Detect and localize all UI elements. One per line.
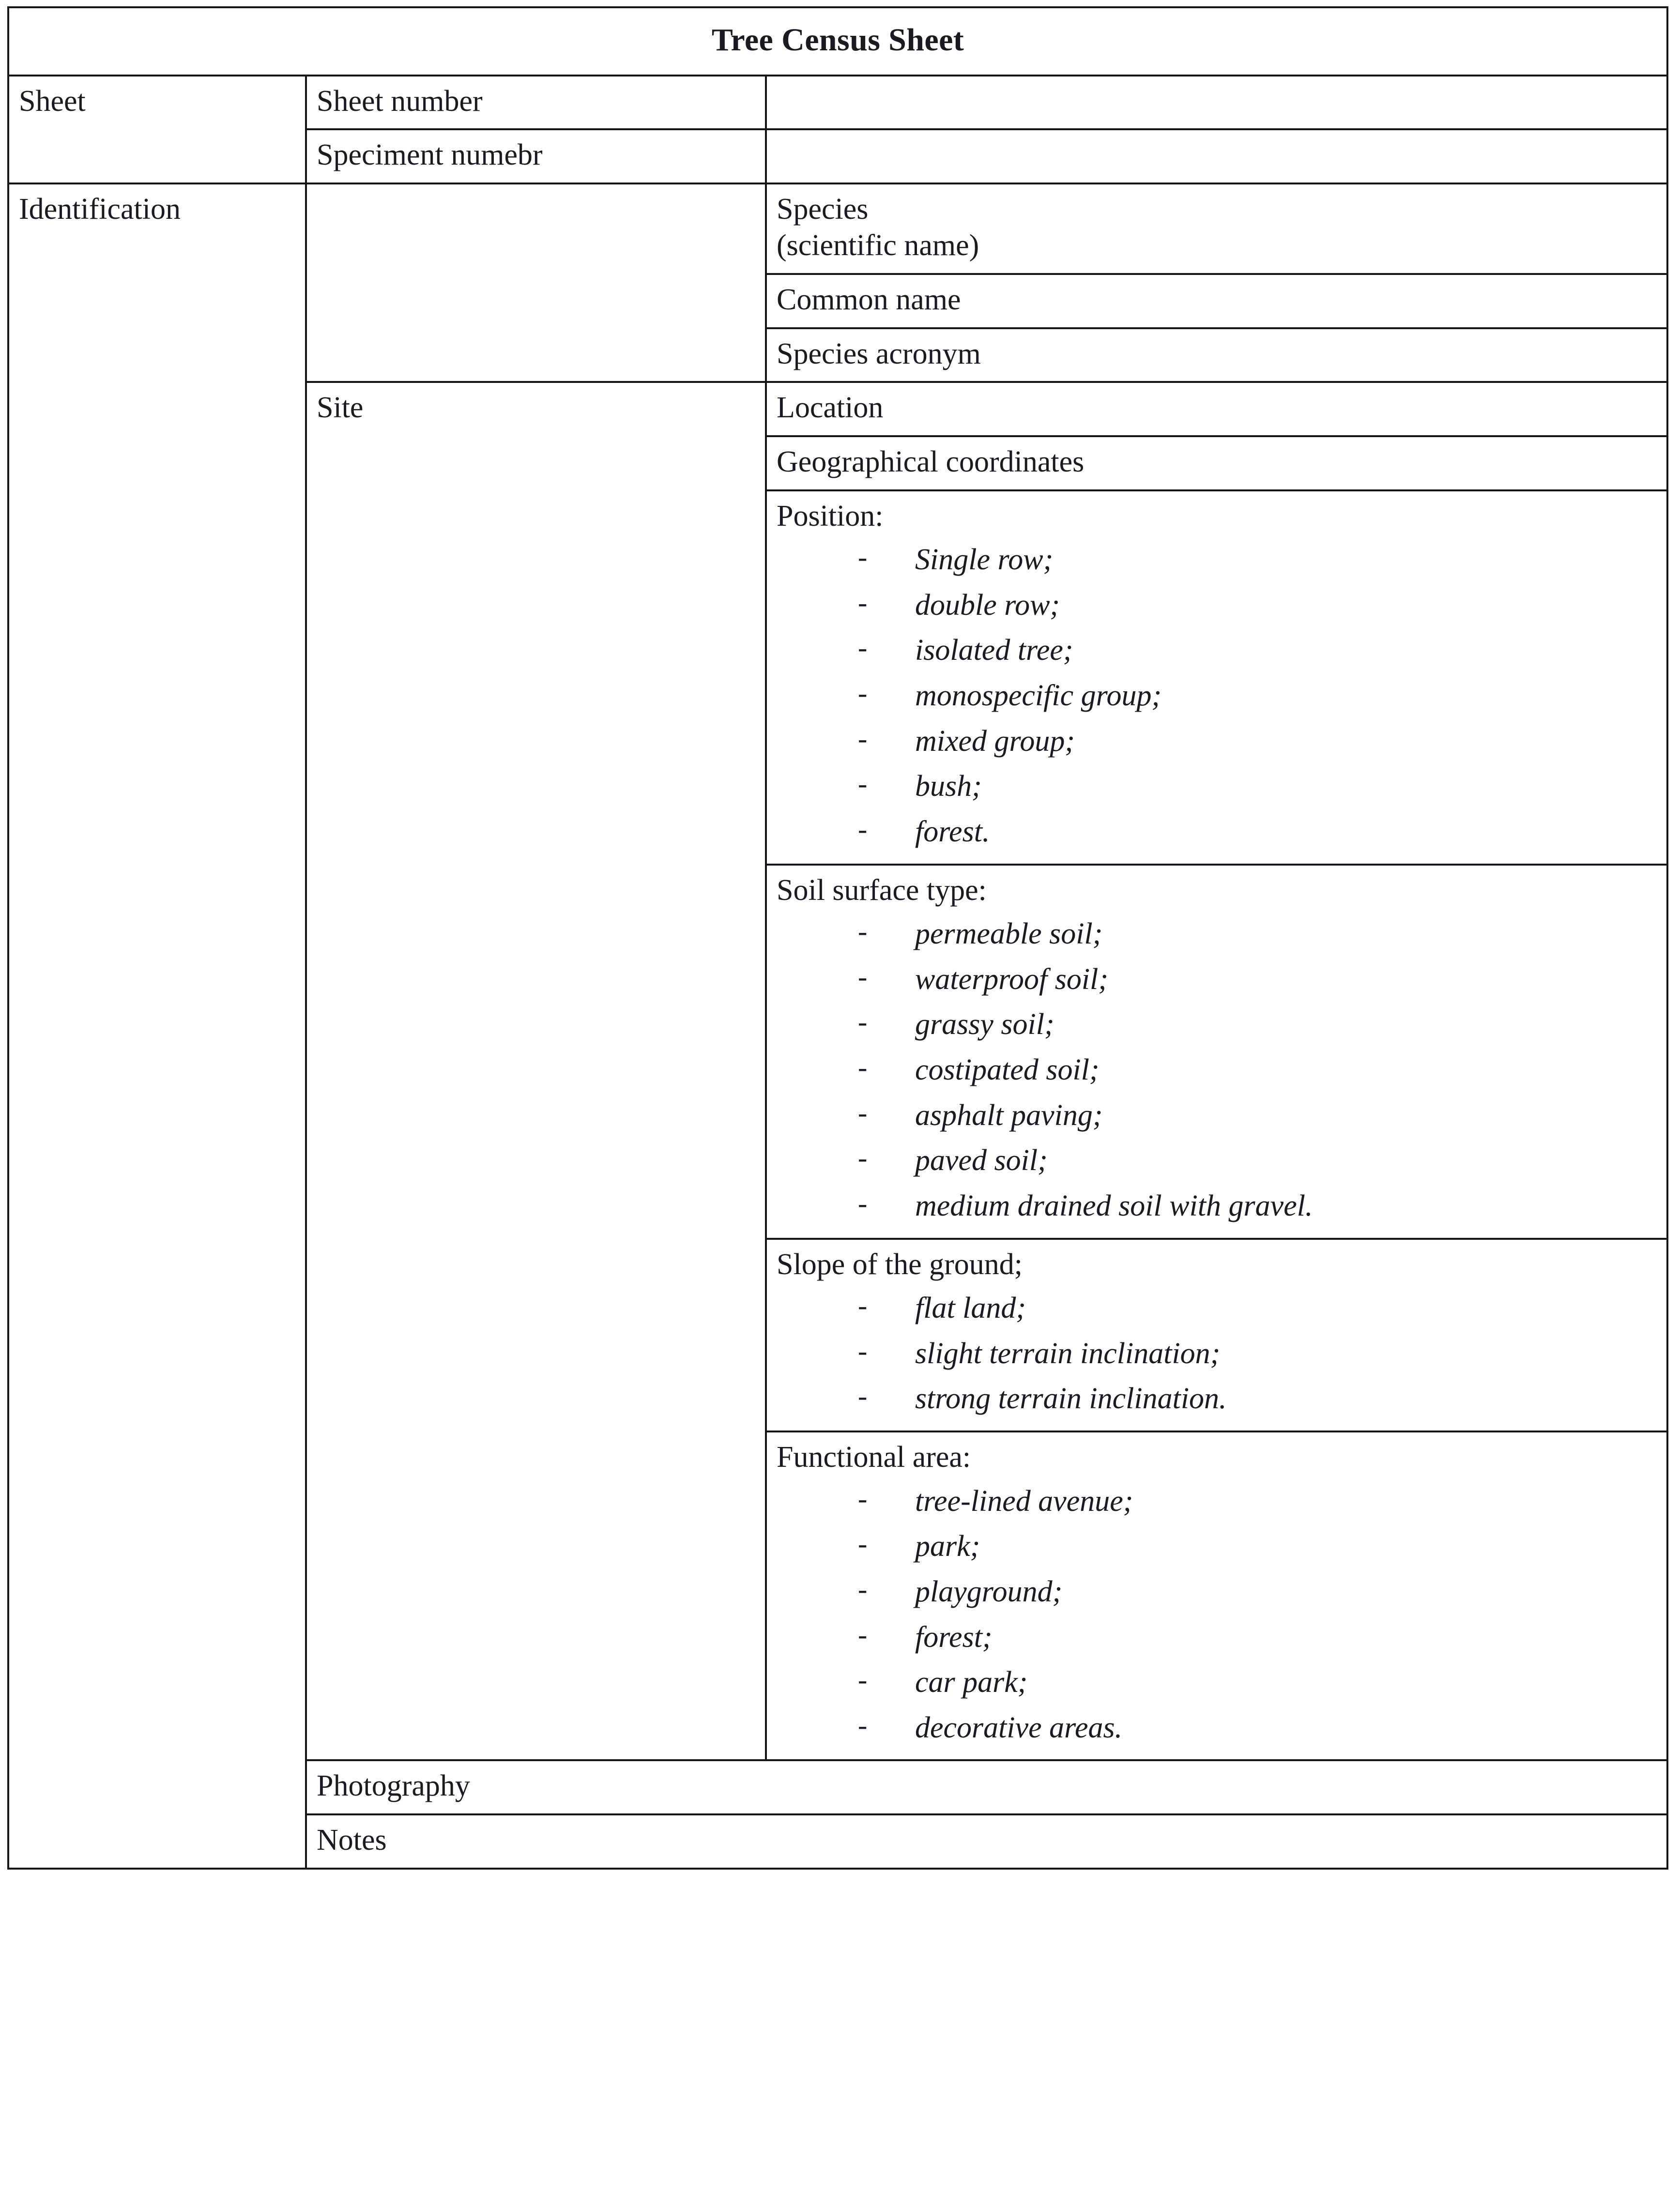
list-item-label: grassy soil; [915, 1008, 1054, 1041]
list-heading-position: Position: [777, 499, 884, 533]
list-item[interactable] [777, 1569, 1657, 1615]
list-item-label: isolated tree; [915, 634, 1073, 667]
list-item-label: decorative areas. [915, 1711, 1123, 1744]
list-item[interactable] [777, 1479, 1657, 1524]
list-item-label: mixed group; [915, 724, 1075, 758]
dash-bullet-icon: - [858, 541, 868, 573]
list-item-label: waterproof soil; [915, 962, 1109, 996]
list-item[interactable] [777, 1524, 1657, 1569]
list-item-label: asphalt paving; [915, 1098, 1103, 1132]
dash-bullet-icon: - [858, 1142, 868, 1174]
dash-bullet-icon: - [858, 1051, 868, 1083]
list-item[interactable] [777, 1048, 1657, 1093]
field-label-sheet-number: Sheet number [306, 76, 766, 130]
field-label-location: Location [766, 382, 1667, 436]
list-item-label: double row; [915, 588, 1060, 622]
list-item[interactable] [777, 628, 1657, 673]
group-label-identification: Identification [8, 183, 306, 1869]
list-item[interactable] [777, 1093, 1657, 1139]
field-label-notes: Notes [306, 1814, 1667, 1869]
list-cell-soil-surface-type [766, 865, 1667, 1239]
dash-bullet-icon: - [858, 1618, 868, 1650]
dash-bullet-icon: - [858, 1380, 868, 1412]
table-row [8, 183, 1667, 274]
list-item-label: park; [915, 1530, 980, 1563]
list-item[interactable] [777, 809, 1657, 855]
dash-bullet-icon: - [858, 1096, 868, 1128]
dash-bullet-icon: - [858, 1482, 868, 1514]
list-item-label: paved soil; [915, 1144, 1048, 1177]
list-item-label: forest. [915, 815, 990, 848]
dash-bullet-icon: - [858, 586, 868, 618]
list-item[interactable] [777, 1376, 1657, 1422]
list-item-label: Single row; [915, 543, 1054, 577]
subgroup-label-site: Site [306, 382, 766, 1760]
dash-bullet-icon: - [858, 1335, 868, 1367]
dash-bullet-icon: - [858, 1290, 868, 1322]
list-item[interactable] [777, 537, 1657, 583]
list-item[interactable] [777, 1331, 1657, 1377]
list-item-label: car park; [915, 1666, 1028, 1699]
list-item[interactable] [777, 1138, 1657, 1184]
dash-bullet-icon: - [858, 1006, 868, 1038]
list-slope-of-the-ground [777, 1286, 1657, 1422]
list-cell-functional-area [766, 1431, 1667, 1760]
dash-bullet-icon: - [858, 1187, 868, 1219]
list-soil-surface-type [777, 912, 1657, 1229]
dash-bullet-icon: - [858, 915, 868, 947]
dash-bullet-icon: - [858, 813, 868, 845]
list-item-label: slight terrain inclination; [915, 1337, 1221, 1370]
list-item[interactable] [777, 583, 1657, 628]
title-cell [8, 7, 1667, 76]
list-item-label: playground; [915, 1575, 1063, 1608]
dash-bullet-icon: - [858, 1573, 868, 1605]
list-cell-position [766, 490, 1667, 865]
tree-census-table [7, 6, 1668, 1870]
list-functional-area [777, 1479, 1657, 1751]
field-value-speciment-number[interactable] [766, 129, 1667, 183]
list-item[interactable] [777, 719, 1657, 764]
field-label-geographical-coordinates: Geographical coordinates [766, 436, 1667, 490]
group-label-sheet: Sheet [8, 76, 306, 183]
list-item[interactable] [777, 1615, 1657, 1660]
list-item-label: medium drained soil with gravel. [915, 1189, 1313, 1222]
list-item[interactable] [777, 1002, 1657, 1048]
field-label-photography: Photography [306, 1760, 1667, 1814]
list-item-label: flat land; [915, 1292, 1026, 1325]
list-item-label: bush; [915, 770, 982, 803]
dash-bullet-icon: - [858, 632, 868, 664]
list-item[interactable] [777, 957, 1657, 1003]
table-row-title [8, 7, 1667, 76]
list-item[interactable] [777, 673, 1657, 719]
list-item-label: tree-lined avenue; [915, 1484, 1133, 1518]
dash-bullet-icon: - [858, 722, 868, 754]
list-item[interactable] [777, 1660, 1657, 1705]
list-item[interactable] [777, 1184, 1657, 1229]
subgroup-label-species [306, 183, 766, 382]
list-position [777, 537, 1657, 854]
dash-bullet-icon: - [858, 1709, 868, 1741]
dash-bullet-icon: - [858, 677, 868, 709]
dash-bullet-icon: - [858, 960, 868, 992]
list-heading-slope-of-the-ground: Slope of the ground; [777, 1248, 1023, 1281]
page-title: Tree Census Sheet [711, 22, 964, 58]
list-item[interactable] [777, 764, 1657, 809]
list-item[interactable] [777, 1286, 1657, 1331]
field-label-species-line1: Species [777, 192, 869, 226]
list-item-label: forest; [915, 1620, 993, 1654]
dash-bullet-icon: - [858, 1528, 868, 1560]
list-item[interactable] [777, 1705, 1657, 1751]
dash-bullet-icon: - [858, 1664, 868, 1696]
field-label-species-acronym: Species acronym [766, 328, 1667, 382]
list-item-label: monospecific group; [915, 679, 1162, 713]
list-heading-soil-surface-type: Soil surface type: [777, 873, 987, 907]
list-heading-functional-area: Functional area: [777, 1441, 971, 1474]
list-item-label: costipated soil; [915, 1053, 1100, 1087]
list-item-label: strong terrain inclination. [915, 1382, 1227, 1416]
table-row [8, 76, 1667, 130]
list-cell-slope-of-the-ground [766, 1239, 1667, 1432]
field-label-speciment-number: Speciment numebr [306, 129, 766, 183]
list-item[interactable] [777, 912, 1657, 957]
field-value-sheet-number[interactable] [766, 76, 1667, 130]
dash-bullet-icon: - [858, 768, 868, 800]
field-label-species-line2: (scientific name) [777, 229, 979, 262]
list-item-label: permeable soil; [915, 917, 1103, 951]
field-label-common-name: Common name [766, 274, 1667, 328]
field-label-species [766, 183, 1667, 274]
